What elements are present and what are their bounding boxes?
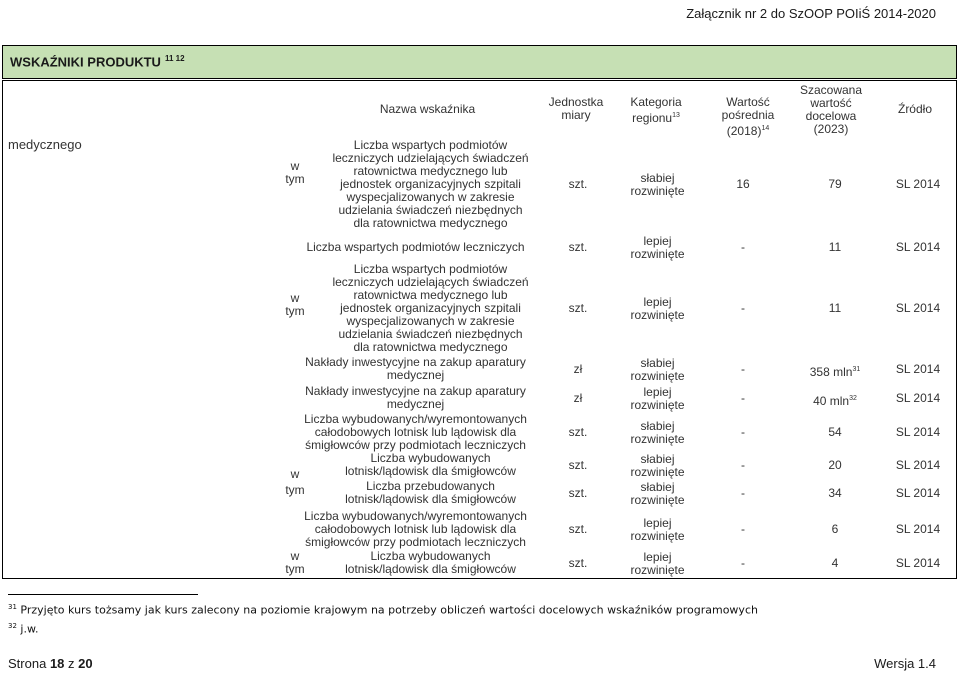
document-version: Wersja 1.4 bbox=[874, 656, 936, 671]
unit-value bbox=[548, 426, 608, 439]
source-value-text: SL 2014 bbox=[895, 485, 941, 500]
target-value bbox=[790, 523, 880, 536]
section-title bbox=[10, 54, 185, 69]
interim-value-text: - bbox=[741, 240, 745, 254]
region-value bbox=[615, 481, 700, 507]
region-value bbox=[615, 551, 700, 577]
region-value-text: lepiej rozwinięte bbox=[630, 234, 685, 261]
target-value-text: 11 bbox=[828, 240, 842, 254]
indicator-name bbox=[288, 413, 543, 452]
row-prefix bbox=[284, 550, 306, 576]
unit-value-text: szt. bbox=[568, 425, 588, 439]
unit-value-text: zł bbox=[573, 390, 583, 405]
page-current: 18 bbox=[49, 656, 65, 671]
region-value bbox=[615, 420, 700, 446]
source-value bbox=[888, 523, 948, 536]
region-value bbox=[615, 453, 700, 479]
unit-value-text: szt. bbox=[568, 555, 588, 570]
footnote-31-number: 31 bbox=[8, 603, 17, 611]
unit-value bbox=[548, 392, 608, 405]
interim-value bbox=[728, 302, 758, 315]
unit-value-text: szt. bbox=[568, 240, 588, 254]
col-header-unit: Jednostka miary bbox=[548, 95, 604, 122]
row-prefix-text: w tym bbox=[285, 291, 305, 318]
target-value bbox=[790, 487, 880, 500]
unit-value-text: szt. bbox=[568, 522, 588, 536]
indicator-name-text: Liczba wybudowanych/wyremontowanych całodobowych lotnisk lub lądowisk dla śmigłowców przy podmiotach leczniczych bbox=[304, 509, 527, 549]
interim-value-text: - bbox=[741, 522, 745, 536]
target-value bbox=[790, 426, 880, 439]
col-header-source: Źródło bbox=[897, 102, 932, 116]
footnote-32-number: 32 bbox=[8, 622, 17, 630]
unit-value bbox=[548, 459, 608, 472]
header-attachment-label: Załącznik nr 2 do SzOOP POIiŚ 2014-2020 bbox=[686, 6, 936, 21]
col-header-region-sup: 13 bbox=[672, 112, 680, 119]
col-header-interim bbox=[712, 96, 784, 138]
indicator-name-text: Nakłady inwestycyjne na zakup aparatury medycznej bbox=[305, 355, 526, 382]
region-value-text: lepiej rozwinięte bbox=[630, 516, 685, 543]
row-prefix-text: w tym bbox=[285, 159, 305, 186]
target-value-text: 40 mln bbox=[813, 393, 850, 408]
row-prefix bbox=[284, 160, 306, 186]
target-value bbox=[790, 363, 880, 379]
table-bottom-border bbox=[2, 578, 957, 579]
footnote-32 bbox=[8, 622, 38, 636]
interim-value bbox=[728, 241, 758, 254]
unit-value bbox=[548, 557, 608, 570]
footnote-separator bbox=[8, 594, 198, 595]
row-prefix bbox=[284, 292, 306, 318]
indicator-name bbox=[318, 480, 543, 506]
target-value-text: 4 bbox=[831, 555, 839, 570]
unit-value-text: szt. bbox=[568, 457, 588, 472]
interim-value-text: - bbox=[741, 555, 745, 570]
source-value-text: SL 2014 bbox=[895, 522, 941, 536]
side-label: medycznego bbox=[8, 137, 82, 152]
col-header-interim-text: Wartość pośrednia (2018) bbox=[721, 95, 775, 138]
source-value bbox=[888, 557, 948, 570]
region-value bbox=[615, 235, 700, 261]
col-header-name: Nazwa wskaźnika bbox=[379, 102, 476, 116]
target-value-sup: 31 bbox=[852, 365, 861, 373]
target-value bbox=[790, 392, 880, 408]
col-header-region-text: Kategoria regionu bbox=[630, 95, 682, 125]
indicator-name-text: Liczba wybudowanych/wyremontowanych całodobowych lotnisk lub lądowisk dla śmigłowców przy podmiotach leczniczych bbox=[304, 412, 527, 452]
interim-value-text: - bbox=[741, 485, 745, 500]
unit-value-text: szt. bbox=[568, 301, 588, 315]
target-value bbox=[790, 302, 880, 315]
table-left-border bbox=[2, 80, 3, 578]
interim-value-text: - bbox=[741, 361, 745, 376]
region-value-text: lepiej rozwinięte bbox=[630, 295, 685, 322]
indicator-name-text: Nakłady inwestycyjne na zakup aparatury medycznej bbox=[305, 384, 526, 411]
source-value bbox=[888, 178, 948, 191]
interim-value bbox=[728, 557, 758, 570]
interim-value-text: - bbox=[741, 301, 745, 315]
target-value-text: 34 bbox=[828, 485, 842, 500]
source-value-text: SL 2014 bbox=[895, 457, 941, 472]
interim-value bbox=[728, 459, 758, 472]
row-prefix bbox=[284, 484, 306, 497]
region-value-text: słabiej rozwinięte bbox=[630, 171, 685, 198]
indicator-name bbox=[318, 263, 543, 354]
table-top-border bbox=[2, 80, 957, 81]
page-number bbox=[8, 656, 93, 671]
source-value bbox=[888, 241, 948, 254]
region-value-text: lepiej rozwinięte bbox=[630, 384, 685, 412]
unit-value bbox=[548, 363, 608, 376]
interim-value bbox=[728, 523, 758, 536]
target-value-text: 20 bbox=[828, 457, 842, 472]
footnote-31-text: Przyjęto kurs tożsamy jak kurs zalecony na poziomie krajowym na potrzeby obliczeń wartości docelowych wskaźników programowych bbox=[20, 603, 758, 617]
indicator-name-text: Liczba wspartych podmiotów leczniczych udzielających świadczeń ratownictwa medycznego lub jednostek organizacyjnych szpitali wyspecjalizowanych w zakresie udzielania świadczeń niezbędnych dla ratownictwa medycznego bbox=[332, 138, 529, 230]
row-prefix-text: tym bbox=[285, 483, 305, 497]
target-value-text: 358 mln bbox=[809, 364, 853, 379]
indicator-name bbox=[288, 241, 543, 254]
target-value-text: 54 bbox=[828, 425, 842, 439]
section-title-text: WSKAŹNIKI PRODUKTU bbox=[10, 54, 161, 70]
source-value bbox=[888, 426, 948, 439]
interim-value-text: - bbox=[741, 457, 745, 472]
unit-value-text: szt. bbox=[568, 177, 588, 191]
source-value-text: SL 2014 bbox=[895, 177, 941, 191]
col-header-target: Szacowana wartość docelowa (2023) bbox=[799, 83, 863, 136]
region-value bbox=[615, 386, 700, 412]
indicator-name-text: Liczba wspartych podmiotów leczniczych udzielających świadczeń ratownictwa medycznego lub jednostek organizacyjnych szpitali wyspecjalizowanych w zakresie udzielania świadczeń niezbędnych dla ratownictwa medycznego bbox=[332, 262, 529, 354]
source-value bbox=[888, 302, 948, 315]
col-header-region bbox=[612, 96, 700, 125]
footnote-31 bbox=[8, 603, 758, 617]
interim-value-text: - bbox=[741, 425, 745, 439]
source-value bbox=[888, 459, 948, 472]
region-value-text: słabiej rozwinięte bbox=[630, 451, 685, 479]
region-value bbox=[615, 296, 700, 322]
source-value bbox=[888, 392, 948, 405]
page-prefix: Strona bbox=[8, 656, 47, 671]
section-title-footnote-refs: 11 12 bbox=[164, 54, 185, 63]
indicator-name bbox=[318, 452, 543, 478]
row-prefix-text: w tym bbox=[285, 549, 305, 576]
indicator-name bbox=[318, 550, 543, 576]
target-value bbox=[790, 178, 880, 191]
target-value bbox=[790, 241, 880, 254]
unit-value-text: szt. bbox=[568, 485, 588, 500]
interim-value bbox=[728, 487, 758, 500]
region-value-text: lepiej rozwinięte bbox=[630, 549, 685, 577]
page-total: 20 bbox=[78, 656, 93, 671]
row-prefix bbox=[284, 468, 306, 481]
interim-value-text: - bbox=[741, 390, 745, 405]
target-value bbox=[790, 557, 880, 570]
target-value-sup: 32 bbox=[849, 394, 857, 402]
region-value bbox=[615, 357, 700, 383]
interim-value bbox=[728, 178, 758, 191]
indicator-name-text: Liczba wybudowanych lotnisk/lądowisk dla śmigłowców bbox=[345, 451, 516, 478]
target-value-text: 79 bbox=[828, 177, 842, 191]
source-value-text: SL 2014 bbox=[895, 390, 941, 405]
interim-value bbox=[728, 426, 758, 439]
indicator-name-text: Liczba wybudowanych lotnisk/lądowisk dla śmigłowców bbox=[345, 549, 516, 576]
region-value bbox=[615, 172, 700, 198]
indicator-name bbox=[318, 139, 543, 230]
indicator-name bbox=[288, 356, 543, 382]
source-value-text: SL 2014 bbox=[895, 555, 941, 570]
source-value-text: SL 2014 bbox=[895, 301, 941, 315]
table-right-border bbox=[956, 80, 957, 578]
indicator-name bbox=[288, 385, 543, 411]
target-value bbox=[790, 459, 880, 472]
page-mid: z bbox=[68, 656, 75, 671]
region-value-text: słabiej rozwinięte bbox=[630, 355, 685, 383]
unit-value bbox=[548, 523, 608, 536]
unit-value-text: zł bbox=[573, 361, 583, 376]
region-value-text: słabiej rozwinięte bbox=[630, 419, 685, 446]
target-value-text: 6 bbox=[831, 522, 839, 536]
source-value bbox=[888, 487, 948, 500]
interim-value bbox=[728, 363, 758, 376]
unit-value bbox=[548, 241, 608, 254]
unit-value bbox=[548, 487, 608, 500]
col-header-interim-sup: 14 bbox=[761, 125, 770, 132]
interim-value-text: 16 bbox=[736, 177, 750, 191]
interim-value bbox=[728, 392, 758, 405]
unit-value bbox=[548, 302, 608, 315]
region-value-text: słabiej rozwinięte bbox=[630, 479, 685, 507]
indicator-name-text: Liczba wspartych podmiotów leczniczych bbox=[306, 240, 525, 254]
source-value-text: SL 2014 bbox=[895, 240, 941, 254]
source-value-text: SL 2014 bbox=[895, 425, 941, 439]
target-value-text: 11 bbox=[828, 301, 842, 315]
unit-value bbox=[548, 178, 608, 191]
indicator-name-text: Liczba przebudowanych lotnisk/lądowisk dla śmigłowców bbox=[345, 479, 516, 506]
row-prefix-text: w bbox=[290, 467, 300, 481]
region-value bbox=[615, 517, 700, 543]
source-value-text: SL 2014 bbox=[895, 361, 941, 376]
source-value bbox=[888, 363, 948, 376]
footnote-32-text: j.w. bbox=[20, 622, 39, 636]
indicator-name bbox=[288, 510, 543, 549]
